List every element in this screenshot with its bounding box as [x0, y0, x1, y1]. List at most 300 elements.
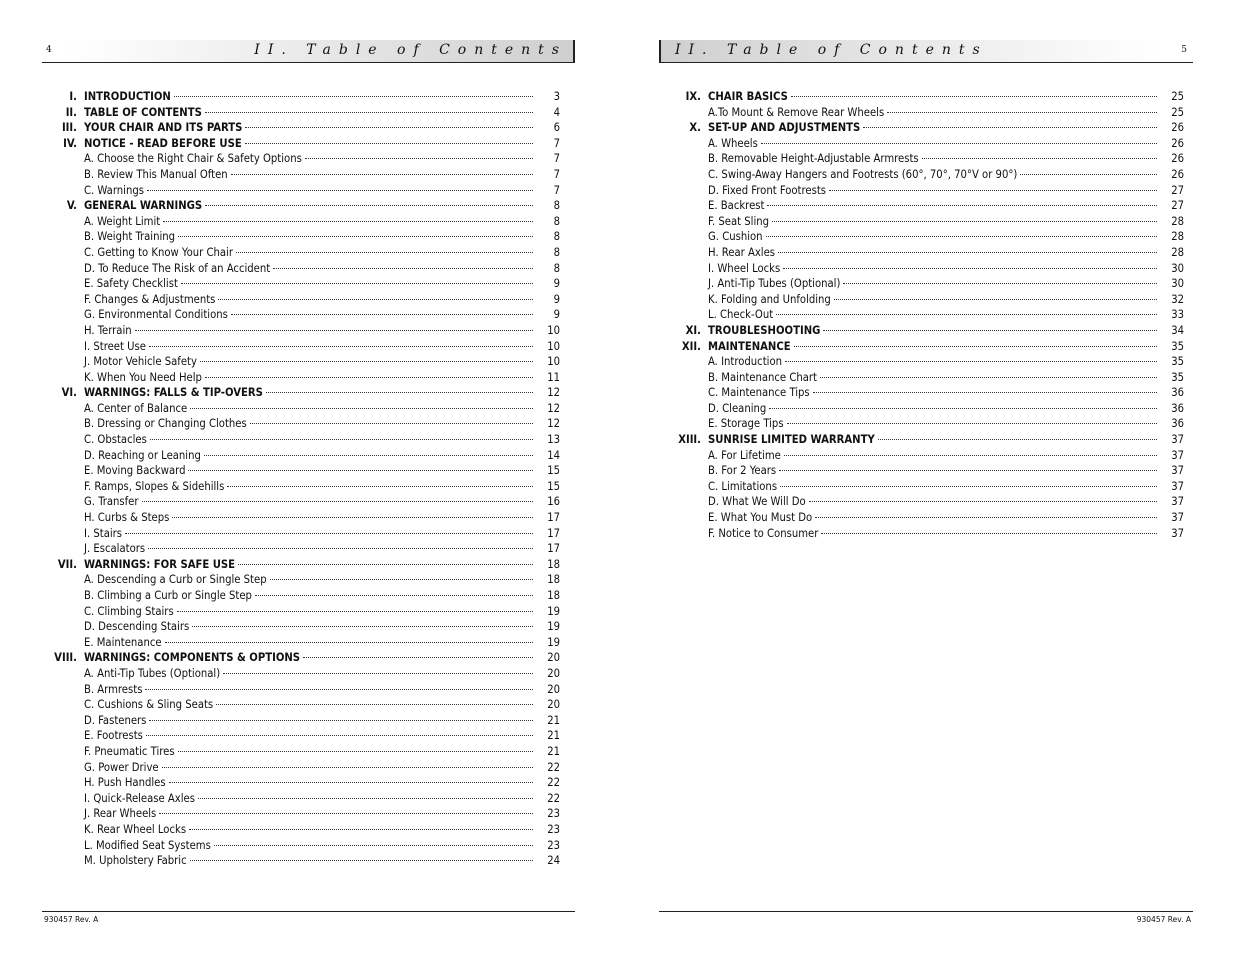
toc-title: YOUR CHAIR AND ITS PARTS: [84, 121, 243, 135]
toc-title: F. Notice to Consumer: [708, 526, 819, 540]
toc-title: J. Escalators: [84, 542, 146, 556]
dot-leader: [214, 845, 533, 846]
dot-leader: [165, 642, 533, 643]
toc-subsection-entry: [50, 214, 560, 230]
toc-title: B. Climbing a Curb or Single Step: [84, 589, 252, 602]
toc-title: INTRODUCTION: [84, 90, 171, 103]
toc-page-number: 23: [547, 838, 560, 852]
dot-leader: [135, 330, 533, 331]
toc-title: D. Cleaning: [708, 401, 767, 415]
toc-subsection-entry: [674, 214, 1184, 230]
dot-leader: [784, 455, 1157, 456]
dot-leader: [150, 439, 533, 440]
toc-page-number: 36: [1171, 417, 1184, 431]
dot-leader: [205, 112, 533, 113]
toc-subsection-entry: [50, 229, 560, 245]
dot-leader: [204, 455, 533, 456]
toc-title: TABLE OF CONTENTS: [84, 105, 202, 119]
toc-page-number: 30: [1171, 277, 1184, 291]
toc-subsection-entry: [50, 760, 560, 776]
toc-title: B. Review This Manual Often: [84, 167, 228, 181]
dot-leader: [813, 392, 1157, 393]
page-footer: [659, 911, 1193, 922]
toc-subsection-entry: [674, 448, 1184, 464]
toc-numeral: IX.: [685, 90, 701, 103]
toc-page-number: 18: [547, 573, 560, 587]
dot-leader: [761, 143, 1157, 144]
toc-subsection-entry: [50, 635, 560, 651]
dot-leader: [227, 486, 533, 487]
toc-subsection-entry: [674, 105, 1184, 121]
page-title: II. Table of Contents: [675, 42, 988, 58]
dot-leader: [878, 439, 1157, 440]
dot-leader: [125, 533, 533, 534]
toc-subsection-entry: [50, 167, 560, 183]
toc-page-number: 8: [553, 199, 560, 213]
toc-subsection-entry: [50, 853, 560, 869]
dot-leader: [779, 470, 1157, 471]
toc-page-number: 37: [1171, 448, 1184, 462]
dot-leader: [843, 283, 1157, 284]
toc-title: A. Anti-Tip Tubes (Optional): [84, 666, 221, 680]
toc-subsection-entry: [674, 167, 1184, 183]
toc-subsection-entry: [50, 276, 560, 292]
page-number: 5: [1181, 45, 1187, 55]
toc-title: I. Stairs: [84, 526, 123, 540]
toc-page-number: 25: [1171, 90, 1184, 103]
toc-numeral: V.: [66, 199, 77, 213]
toc-section-entry: [50, 385, 560, 401]
toc-section-entry: [50, 650, 560, 666]
toc-subsection-entry: [674, 510, 1184, 526]
toc-section-entry: [674, 120, 1184, 136]
dot-leader: [188, 470, 533, 471]
toc-subsection-entry: [50, 510, 560, 526]
toc-subsection-entry: [674, 526, 1184, 542]
toc-title: D. Fasteners: [84, 713, 147, 727]
toc-page-number: 32: [1171, 292, 1184, 306]
toc-page-number: 21: [547, 713, 560, 727]
page-header: [42, 40, 575, 63]
table-of-contents: [674, 89, 1184, 541]
toc-subsection-entry: [50, 339, 560, 355]
toc-page-number: 12: [547, 417, 560, 431]
toc-subsection-entry: [50, 151, 560, 167]
dot-leader: [189, 829, 533, 830]
dot-leader: [200, 361, 533, 362]
toc-page-number: 17: [547, 511, 560, 525]
toc-title: D. Fixed Front Footrests: [708, 183, 827, 197]
dot-leader: [149, 720, 533, 721]
toc-title: D. What We Will Do: [708, 495, 806, 509]
toc-subsection-entry: [50, 307, 560, 323]
toc-subsection-entry: [50, 588, 560, 604]
toc-section-entry: [50, 120, 560, 136]
dot-leader: [147, 190, 533, 191]
dot-leader: [815, 517, 1157, 518]
toc-title: J. Rear Wheels: [84, 807, 157, 821]
toc-subsection-entry: [674, 463, 1184, 479]
dot-leader: [1020, 174, 1157, 175]
dot-leader: [181, 283, 533, 284]
toc-subsection-entry: [674, 307, 1184, 323]
toc-title: SET-UP AND ADJUSTMENTS: [708, 121, 861, 135]
toc-subsection-entry: [50, 713, 560, 729]
dot-leader: [223, 673, 533, 674]
toc-title: F. Ramps, Slopes & Sidehills: [84, 479, 225, 493]
toc-subsection-entry: [50, 354, 560, 370]
dot-leader: [178, 751, 533, 752]
toc-subsection-entry: [674, 494, 1184, 510]
toc-page-number: 25: [1171, 105, 1184, 119]
dot-leader: [791, 96, 1157, 97]
dot-leader: [236, 252, 533, 253]
toc-page-number: 20: [547, 666, 560, 680]
dot-leader: [769, 408, 1157, 409]
toc-title: CHAIR BASICS: [708, 90, 788, 103]
toc-subsection-entry: [50, 416, 560, 432]
right-page: [617, 0, 1235, 954]
toc-title: K. Folding and Unfolding: [708, 292, 831, 306]
toc-page-number: 10: [547, 339, 560, 353]
toc-title: H. Curbs & Steps: [84, 511, 170, 525]
toc-subsection-entry: [674, 136, 1184, 152]
dot-leader: [145, 689, 533, 690]
toc-title: K. When You Need Help: [84, 370, 202, 384]
toc-section-entry: [674, 432, 1184, 448]
toc-subsection-entry: [674, 245, 1184, 261]
toc-page-number: 20: [547, 682, 560, 696]
toc-numeral: II.: [65, 105, 77, 119]
toc-title: A. Wheels: [708, 136, 758, 150]
toc-title: E. Storage Tips: [708, 417, 784, 431]
toc-title: C. Swing-Away Hangers and Footrests (60°, 70°, 70°V or 90°): [708, 167, 1018, 181]
toc-title: E. Backrest: [708, 199, 765, 213]
dot-leader: [245, 143, 533, 144]
toc-page-number: 22: [547, 760, 560, 774]
dot-leader: [190, 860, 533, 861]
toc-title: F. Changes & Adjustments: [84, 292, 216, 306]
toc-title: B. Weight Training: [84, 230, 176, 244]
toc-subsection-entry: [50, 245, 560, 261]
dot-leader: [162, 767, 533, 768]
toc-section-entry: [50, 557, 560, 573]
toc-section-entry: [50, 198, 560, 214]
dot-leader: [785, 361, 1157, 362]
toc-page-number: 26: [1171, 167, 1184, 181]
toc-title: C. Getting to Know Your Chair: [84, 245, 233, 259]
dot-leader: [142, 501, 534, 502]
toc-subsection-entry: [50, 666, 560, 682]
toc-title: SUNRISE LIMITED WARRANTY: [708, 433, 875, 447]
table-of-contents: [50, 89, 560, 869]
toc-title: G. Power Drive: [84, 760, 159, 774]
toc-subsection-entry: [50, 728, 560, 744]
dot-leader: [174, 96, 533, 97]
dot-leader: [778, 252, 1157, 253]
dot-leader: [829, 190, 1157, 191]
toc-title: E. Maintenance: [84, 635, 162, 649]
toc-title: NOTICE - READ BEFORE USE: [84, 136, 242, 150]
dot-leader: [205, 377, 533, 378]
dot-leader: [255, 595, 533, 596]
toc-title: C. Warnings: [84, 183, 144, 197]
toc-subsection-entry: [50, 261, 560, 277]
dot-leader: [159, 813, 533, 814]
dot-leader: [231, 314, 533, 315]
toc-title: M. Upholstery Fabric: [84, 854, 187, 868]
toc-page-number: 20: [547, 651, 560, 665]
toc-subsection-entry: [50, 791, 560, 807]
toc-subsection-entry: [50, 604, 560, 620]
page-footer: [42, 911, 575, 922]
toc-subsection-entry: [674, 151, 1184, 167]
dot-leader: [177, 611, 533, 612]
toc-page-number: 26: [1171, 121, 1184, 135]
toc-subsection-entry: [674, 183, 1184, 199]
toc-numeral: VI.: [61, 386, 77, 400]
toc-numeral: I.: [69, 90, 77, 103]
dot-leader: [780, 486, 1157, 487]
toc-page-number: 15: [547, 464, 560, 478]
toc-title: D. Reaching or Leaning: [84, 448, 201, 462]
toc-section-entry: [674, 339, 1184, 355]
toc-title: D. To Reduce The Risk of an Accident: [84, 261, 271, 275]
toc-subsection-entry: [50, 370, 560, 386]
toc-title: WARNINGS: FALLS & TIP-OVERS: [84, 386, 263, 400]
toc-title: G. Environmental Conditions: [84, 308, 228, 322]
toc-page-number: 22: [547, 791, 560, 805]
dot-leader: [887, 112, 1157, 113]
dot-leader: [863, 127, 1157, 128]
toc-page-number: 37: [1171, 495, 1184, 509]
toc-title: A. Center of Balance: [84, 401, 188, 415]
toc-page-number: 9: [553, 292, 560, 306]
toc-subsection-entry: [674, 292, 1184, 308]
toc-title: I. Street Use: [84, 339, 146, 353]
toc-subsection-entry: [50, 526, 560, 542]
toc-section-entry: [50, 89, 560, 105]
dot-leader: [787, 423, 1157, 424]
toc-page-number: 8: [553, 230, 560, 244]
toc-subsection-entry: [674, 416, 1184, 432]
dot-leader: [198, 798, 533, 799]
toc-section-entry: [674, 89, 1184, 105]
toc-subsection-entry: [674, 354, 1184, 370]
toc-title: K. Rear Wheel Locks: [84, 822, 187, 836]
toc-title: WARNINGS: FOR SAFE USE: [84, 557, 236, 571]
toc-numeral: XI.: [685, 323, 701, 337]
toc-page-number: 10: [547, 355, 560, 369]
toc-title: F. Seat Sling: [708, 214, 770, 228]
toc-page-number: 12: [547, 401, 560, 415]
dot-leader: [809, 501, 1157, 502]
toc-subsection-entry: [674, 385, 1184, 401]
toc-subsection-entry: [674, 229, 1184, 245]
toc-title: MAINTENANCE: [708, 339, 791, 353]
left-page: [0, 0, 617, 954]
toc-page-number: 27: [1171, 183, 1184, 197]
toc-title: C. Cushions & Sling Seats: [84, 698, 214, 712]
dot-leader: [772, 221, 1157, 222]
dot-leader: [834, 299, 1157, 300]
header-bar: [659, 40, 1161, 62]
toc-page-number: 7: [553, 183, 560, 197]
toc-page-number: 23: [547, 822, 560, 836]
toc-subsection-entry: [50, 292, 560, 308]
toc-page-number: 37: [1171, 526, 1184, 540]
toc-page-number: 26: [1171, 136, 1184, 150]
toc-subsection-entry: [674, 479, 1184, 495]
toc-page-number: 35: [1171, 339, 1184, 353]
dot-leader: [148, 548, 533, 549]
page-header: [659, 40, 1193, 63]
toc-page-number: 9: [553, 308, 560, 322]
toc-numeral: X.: [689, 121, 701, 135]
document-code: 930457 Rev. A: [1136, 915, 1191, 924]
toc-title: J. Anti-Tip Tubes (Optional): [708, 277, 841, 291]
toc-page-number: 7: [553, 136, 560, 150]
toc-title: TROUBLESHOOTING: [708, 323, 821, 337]
dot-leader: [238, 564, 533, 565]
toc-page-number: 19: [547, 620, 560, 634]
toc-page-number: 37: [1171, 511, 1184, 525]
toc-page-number: 8: [553, 261, 560, 275]
toc-page-number: 28: [1171, 230, 1184, 244]
dot-leader: [766, 236, 1157, 237]
toc-page-number: 3: [553, 90, 560, 103]
toc-title: I. Wheel Locks: [708, 261, 781, 275]
toc-subsection-entry: [50, 494, 560, 510]
toc-title: A. For Lifetime: [708, 448, 781, 462]
dot-leader: [146, 735, 533, 736]
toc-subsection-entry: [50, 432, 560, 448]
toc-title: D. Descending Stairs: [84, 620, 190, 634]
toc-subsection-entry: [674, 401, 1184, 417]
toc-page-number: 18: [547, 589, 560, 602]
toc-page-number: 19: [547, 604, 560, 618]
document-code: 930457 Rev. A: [44, 915, 99, 924]
toc-page-number: 8: [553, 214, 560, 228]
toc-subsection-entry: [674, 276, 1184, 292]
toc-title: H. Push Handles: [84, 776, 166, 790]
toc-title: E. What You Must Do: [708, 511, 813, 525]
toc-numeral: VII.: [57, 557, 77, 571]
toc-page-number: 15: [547, 479, 560, 493]
toc-subsection-entry: [50, 323, 560, 339]
dot-leader: [767, 205, 1157, 206]
toc-title: E. Moving Backward: [84, 464, 186, 478]
dot-leader: [163, 221, 533, 222]
toc-page-number: 19: [547, 635, 560, 649]
dot-leader: [149, 346, 533, 347]
toc-title: E. Safety Checklist: [84, 277, 178, 291]
toc-page-number: 26: [1171, 152, 1184, 166]
toc-subsection-entry: [50, 822, 560, 838]
toc-title: B. Maintenance Chart: [708, 370, 817, 384]
page-title: II. Table of Contents: [254, 42, 567, 58]
toc-title: GENERAL WARNINGS: [84, 199, 203, 213]
toc-subsection-entry: [50, 838, 560, 854]
toc-page-number: 7: [553, 167, 560, 181]
dot-leader: [823, 330, 1157, 331]
toc-title: H. Terrain: [84, 323, 132, 337]
toc-subsection-entry: [50, 619, 560, 635]
dot-leader: [178, 236, 533, 237]
toc-title: B. Dressing or Changing Clothes: [84, 417, 247, 431]
toc-page-number: 18: [547, 557, 560, 571]
toc-page-number: 11: [547, 370, 560, 384]
dot-leader: [305, 158, 533, 159]
dot-leader: [172, 517, 533, 518]
toc-subsection-entry: [674, 261, 1184, 277]
toc-page-number: 22: [547, 776, 560, 790]
toc-subsection-entry: [50, 775, 560, 791]
toc-page-number: 12: [547, 386, 560, 400]
toc-title: G. Cushion: [708, 230, 763, 244]
toc-section-entry: [50, 136, 560, 152]
toc-page-number: 36: [1171, 386, 1184, 400]
toc-page-number: 13: [547, 433, 560, 447]
toc-numeral: XIII.: [678, 433, 701, 447]
dot-leader: [783, 268, 1157, 269]
toc-title: G. Transfer: [84, 495, 139, 509]
dot-leader: [270, 579, 533, 580]
toc-subsection-entry: [50, 572, 560, 588]
toc-subsection-entry: [50, 183, 560, 199]
toc-title: A.To Mount & Remove Rear Wheels: [708, 105, 885, 119]
toc-title: L. Modified Seat Systems: [84, 838, 211, 852]
toc-page-number: 21: [547, 729, 560, 743]
dot-leader: [794, 346, 1157, 347]
toc-page-number: 28: [1171, 245, 1184, 259]
toc-page-number: 6: [553, 121, 560, 135]
toc-page-number: 37: [1171, 464, 1184, 478]
dot-leader: [820, 377, 1157, 378]
toc-section-entry: [674, 323, 1184, 339]
toc-page-number: 33: [1171, 308, 1184, 322]
dot-leader: [205, 205, 533, 206]
toc-subsection-entry: [50, 682, 560, 698]
toc-subsection-entry: [50, 697, 560, 713]
toc-page-number: 8: [553, 245, 560, 259]
toc-page-number: 21: [547, 744, 560, 758]
toc-subsection-entry: [50, 463, 560, 479]
toc-subsection-entry: [50, 401, 560, 417]
header-bar: [64, 40, 575, 62]
toc-page-number: 27: [1171, 199, 1184, 213]
toc-title: B. Armrests: [84, 682, 143, 696]
dot-leader: [821, 533, 1157, 534]
toc-page-number: 17: [547, 526, 560, 540]
dot-leader: [250, 423, 533, 424]
toc-title: A. Choose the Right Chair & Safety Options: [84, 152, 302, 166]
page-number: 4: [46, 45, 52, 55]
toc-numeral: XII.: [681, 339, 701, 353]
toc-page-number: 37: [1171, 479, 1184, 493]
dot-leader: [776, 314, 1157, 315]
toc-title: I. Quick-Release Axles: [84, 791, 196, 805]
toc-subsection-entry: [50, 479, 560, 495]
toc-section-entry: [50, 105, 560, 121]
toc-page-number: 17: [547, 542, 560, 556]
toc-page-number: 4: [553, 105, 560, 119]
toc-title: WARNINGS: COMPONENTS & OPTIONS: [84, 651, 301, 665]
toc-page-number: 20: [547, 698, 560, 712]
dot-leader: [231, 174, 533, 175]
toc-page-number: 7: [553, 152, 560, 166]
toc-subsection-entry: [674, 370, 1184, 386]
